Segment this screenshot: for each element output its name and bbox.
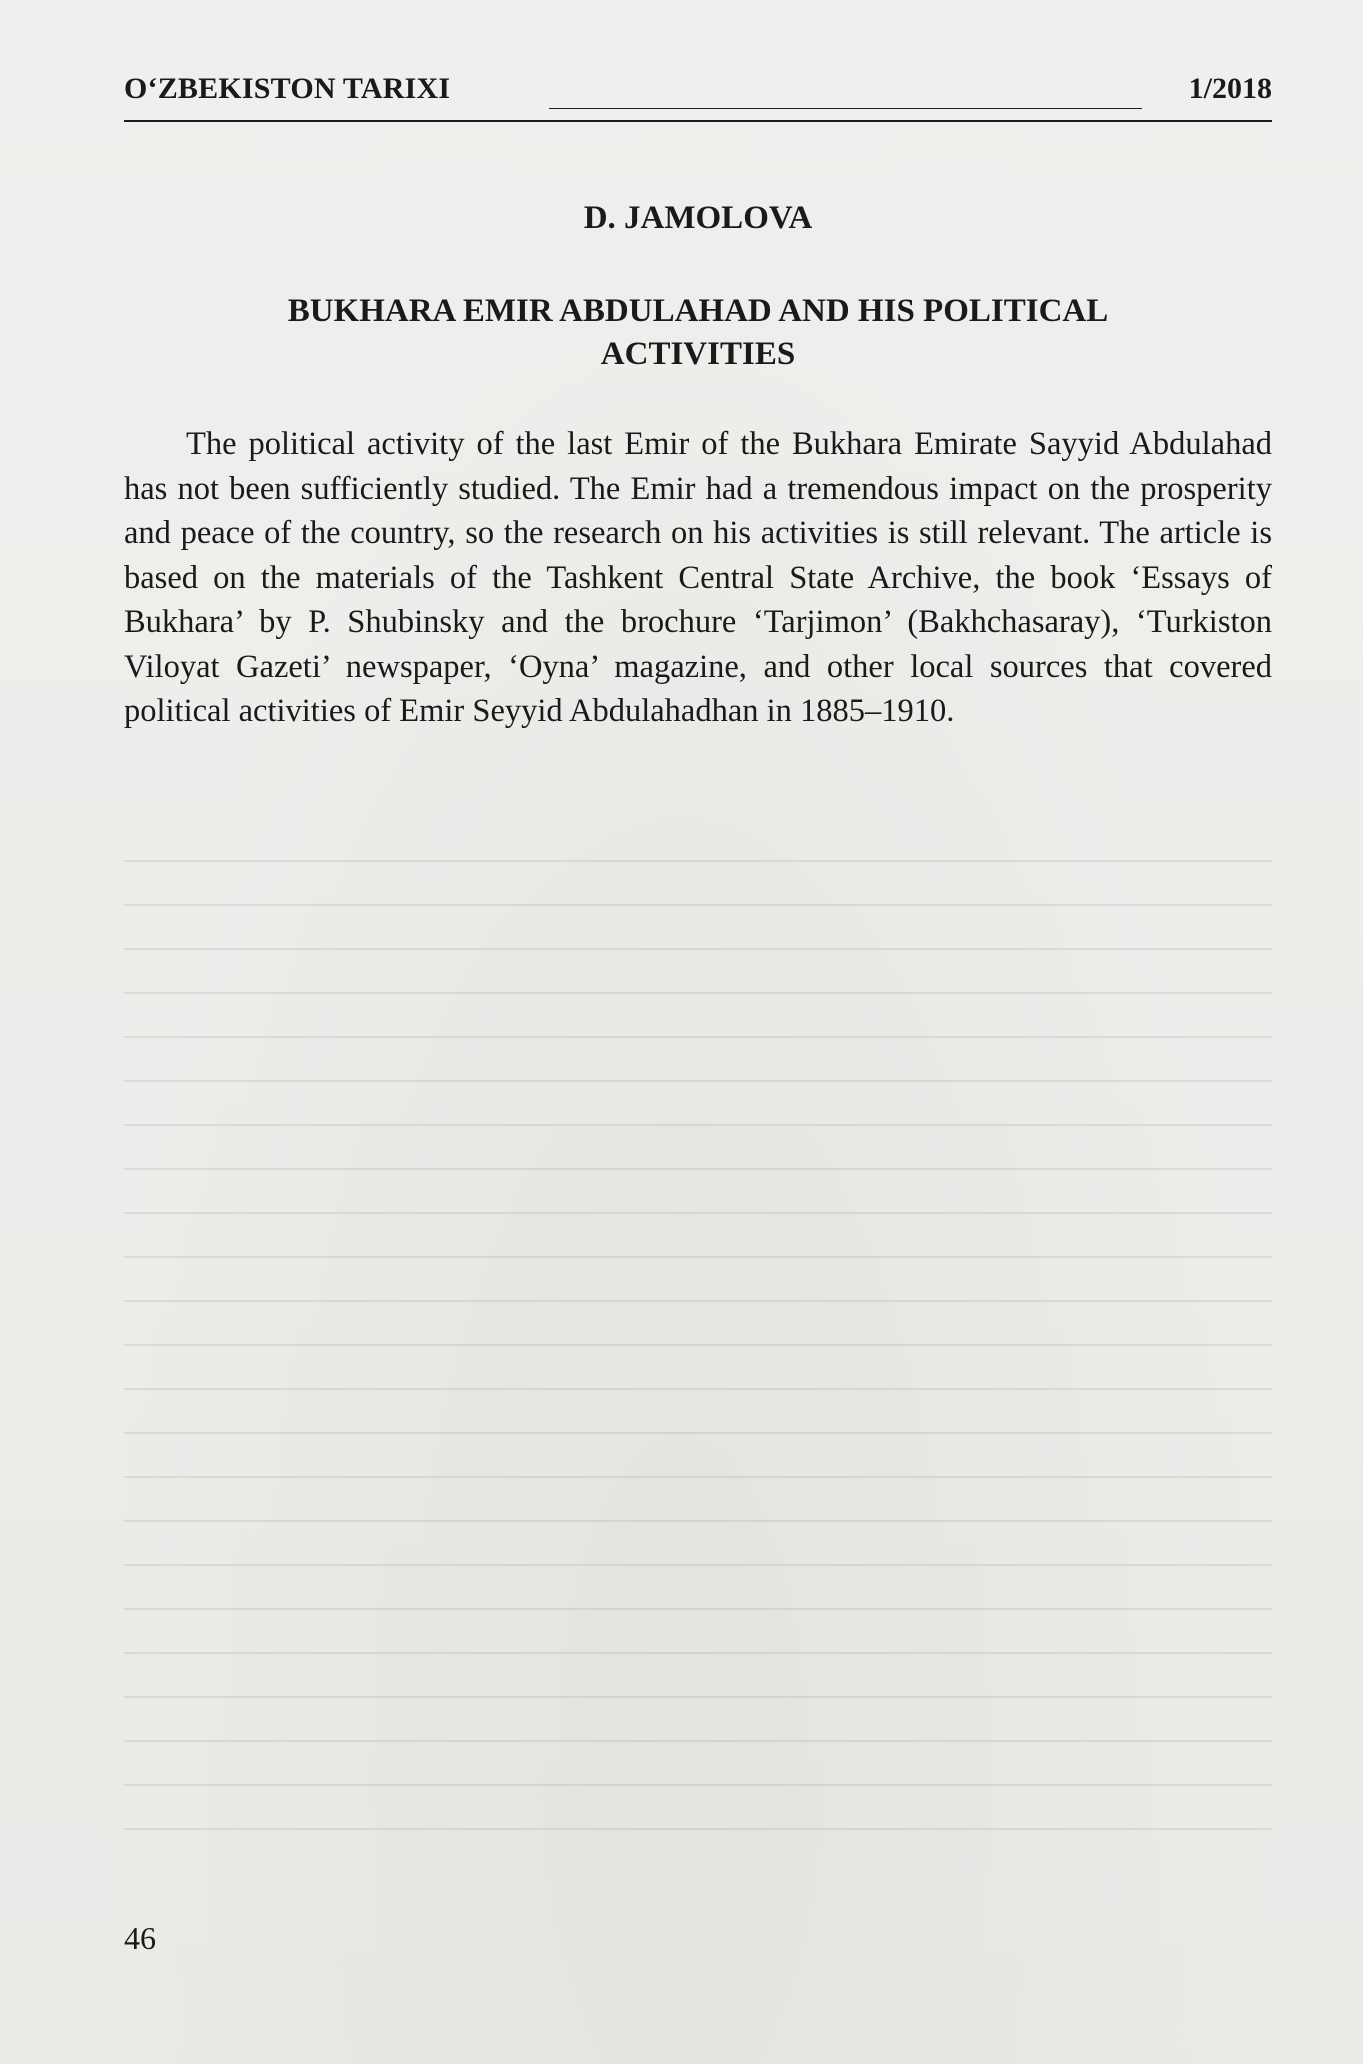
header-rule	[549, 108, 1142, 109]
issue-number: 1/2018	[1188, 72, 1272, 105]
article-abstract: The political activity of the last Emir of the Bukhara Emirate Sayyid Abdulahad has not been sufficiently studied. The Emir had a tremendous impact on the prosperity and peace of the country, so the research on his activities is still relevant. The article is based on the materials of the Tashkent Central State Archive, the book ‘Essays of Bukhara’ by P. Shubinsky and the brochure ‘Tarjimon’ (Bakhchasaray), ‘Turkiston Viloyat Gazeti’ newspaper, ‘Oyna’ magazine, and other local sources that covered political activities of Emir Seyyid Abdulahadhan in 1885–1910.	[124, 426, 1272, 729]
page-number: 46	[124, 1920, 156, 1956]
show-through-background	[124, 860, 1272, 1860]
running-header	[124, 64, 1272, 122]
article-author: D. JAMOLOVA	[583, 200, 813, 236]
article-title: BUKHARA EMIR ABDULAHAD AND HIS POLITICAL ACTIVITIES	[287, 293, 1109, 372]
journal-title: O‘ZBEKISTON TARIXI	[124, 72, 451, 105]
